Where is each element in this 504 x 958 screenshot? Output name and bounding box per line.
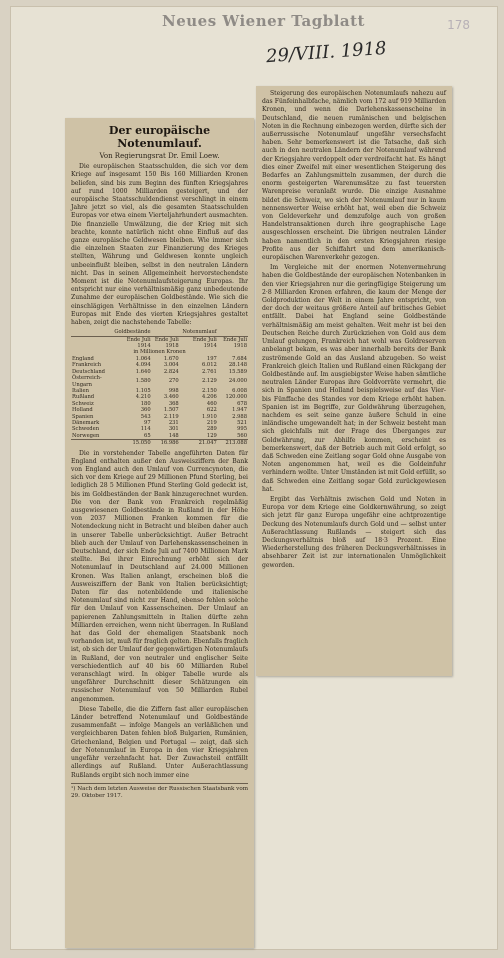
country-cell: Deutschland: [72, 368, 105, 375]
clipping-left-column: [65, 118, 254, 948]
value-cell: 460: [206, 400, 217, 407]
value-cell: 1.640: [135, 368, 151, 375]
handwritten-date: 29/VIII. 1918: [265, 37, 388, 68]
value-cell: 231: [168, 419, 179, 426]
country-cell: Österreich-Ungarn: [72, 375, 102, 388]
value-cell: 622: [206, 407, 217, 414]
country-cell: Rußland: [72, 394, 95, 401]
value-cell: 301: [168, 426, 179, 433]
value-cell: 1.670: [163, 355, 179, 362]
value-cell: 24.000: [228, 378, 247, 385]
value-cell: 998: [168, 387, 179, 394]
value-cell: 1.947: [232, 407, 247, 414]
table-row: [71, 433, 248, 440]
value-cell: 1.064: [135, 355, 151, 362]
value-cell: 560: [237, 432, 247, 439]
value-cell: 1.507: [163, 407, 179, 414]
value-cell: 148: [168, 432, 179, 439]
article-byline: Von Regierungsrat Dr. Emil Loew.: [99, 152, 220, 160]
value-cell: 1.105: [135, 387, 151, 394]
value-cell: 4.094: [135, 362, 151, 369]
country-cell: England: [72, 355, 94, 362]
country-cell: Spanien: [72, 413, 94, 420]
country-cell: Schweiz: [72, 400, 94, 407]
value-cell: 1.910: [201, 413, 217, 420]
paragraph: Diese Tabelle, die die Ziffern fast aller europäischen Länder betreffend Notenumlauf und Goldbestände zusammenfaßt — infolge Mangels an verläßlichen und vergleichbaren Daten fehlen bloß Bulgarien, Rumänien, Griechenland, Belgien und Portugal — zeigt, daß sich der Notenumlauf in Europa in den vier Kriegsjahren ungefähr verzehnfacht hat. Der Zuwachsteil entfällt allerdings auf Rußland. Unter Außerachtlassung Rußlands ergibt sich noch immer eine: [71, 705, 248, 779]
value-cell: 97: [144, 419, 151, 426]
value-cell: 1.580: [135, 378, 151, 385]
value-cell: 219: [206, 419, 217, 426]
value-cell: 289: [206, 426, 217, 433]
paragraph: Ergibt das Verhältnis zwischen Gold und Noten in Europa vor dem Kriege eine Goldkernwährung, so zeigt sich jetzt für ganz Europa ungefähr eine achtprozentige Deckung des Notenumlaufs durch Gold und — selbst unter Außerachtlassung Rußlands — steigert sich das Deckungsverhältnis bloß auf 18·3 Prozent. Eine Wiederherstellung des früheren Deckungsverhältnisses in absehbarer Zeit ist zur internationalen Unmöglichkeit geworden.: [262, 495, 446, 569]
value-cell: 2.988: [232, 413, 247, 420]
page-number: 178: [447, 18, 470, 32]
value-cell: 65: [144, 432, 151, 439]
value-cell: 678: [237, 400, 247, 407]
paragraph: Die in vorstehender Tabelle angeführten Daten für England enthalten außer den Ausweisziffern der Bank von England auch den Umlauf von Currencynoten, die sich vor dem Kriege auf 29 Millionen Pfund Sterling, bei lediglich 28 5 Millionen Pfund Sterling Gold gedeckt ist, bis im Goldbeständen der Bank hinzugerechnet wurden. Die von der Bank von Frankreich regelmäßig ausgewiesenen Goldbestände in Rußland in der Höhe von 2037 Millionen Franken kommen für die Notendeckung nicht in Betracht und bleiben daher auch in unserer Tabelle unberücksichtigt. Außer Betracht blieb auch der Umlauf von Darlehenskassenscheinen in Deutschland, der sich Ende Juli auf 7400 Millionen Mark stellte. Bei ihrer Einrechnung erhöht sich der Notenumlauf in Deutschland auf 24.000 Millionen Kronen. Was Italien anlangt, erscheinen bloß die Ausweisziffern der Bank von Italien berücksichtigt; Daten für das notenbildende und italienische Notenumlauf sind nicht zur Hand, ebenso fehlen solche für den Umlauf von Kassenscheinen. Der Umlauf an papierenen Zahlungsmitteln in Italien dürfte zehn Milliarden erreichen, wenn nicht überragen. In Rußland hat das Gold der ehemaligen Staatsbank noch vorhanden ist, muß für fraglich gelten. Ebenfalls fraglich ist, ob sich der Umlauf der gegenwärtigen Notenumlaufs in Rußland, der von neutraler und englischer Seite verschiedentlich auf 40 bis 60 Milliarden Rubel veranschlagt wird. In obiger Tabelle wurde als ungefährer Durchschnitt dieser Schätzungen ein russischer Notenumlauf von 50 Milliarden Rubel angenommen.: [71, 449, 248, 703]
value-cell: 4.210: [135, 394, 151, 401]
table-year-row: Ende Juli 1914 Ende Juli 1918 Ende Juli 1914 Ende Juli 1918: [126, 336, 247, 350]
value-cell: 521: [237, 419, 247, 426]
table-body: [71, 356, 248, 440]
value-cell: 15.589: [228, 368, 247, 375]
gold-notes-table: [71, 329, 248, 446]
article-title: Der europäische Notenumlauf.: [108, 124, 211, 150]
value-cell: 2.119: [163, 413, 179, 420]
country-cell: Dänemark: [72, 419, 100, 426]
country-cell: Norwegen: [72, 432, 100, 439]
footnote: ¹) Nach dem letzten Ausweise der Russischen Staatsbank vom 29. Oktober 1917.: [71, 783, 248, 800]
value-cell: 28.148: [228, 362, 247, 369]
value-cell: 120.000: [225, 394, 247, 401]
country-cell: Schweden: [72, 426, 100, 433]
value-cell: 995: [237, 426, 247, 433]
archive-sheet: [10, 6, 498, 950]
country-cell: Frankreich: [72, 362, 102, 369]
value-cell: 114: [140, 426, 151, 433]
paragraph: Im Vergleiche mit der enormen Notenvermehrung haben die Goldbestände der europäischen Notenbanken in den vier Kriegsjahren nur die geringfügige Steigerung um 2·8 Milliarden Kronen erfahren, die kaum der Menge der Goldproduktion der Welt in einem Jahre entspricht, von der doch der weitaus größere Anteil auf britisches Gebiet entfällt. Dabei hat England seine Goldbestände verhältnismäßig am meist gehalten. Weit mehr ist bei den Deutschen Reiche durch Zurückziehen von Gold aus dem Umlauf gelungen, Frankreich hat wohl was Goldreserven anbelangt bekam, es was aber innerhalb bereits der Bank zuströmende Gold an das Ausland abzugeben. So weist Frankreich gleich Italien und Rußland einen Rückgang der Goldbestände auf. Im ausgiebigster Weise haben sämtliche neutralen Länder Europas ihre Goldvorräte vermehrt, die sich in Spanien und Holland beispielsweise auf das Vier- bis Fünffache des Standes vor dem Kriege erhöht haben. Spanien ist im Begriffe, zur Goldwährung überzugehen, nachdem es seit seine ganze äußere Schuld in eine inländische umgewandelt hat; in der Schweiz besteht man sich gleichfalls mit der Frage des Überganges zur Goldwährung, zur Abhilfe kommen, erscheint es bemerkenswert, daß der Betrieb auch mit Gold erfolgt, so daß Schweden eine Zeitlang sogar Gold ohne Ausgabe von Noten angenommen hat, weil es die Goldeinfuhr verhindern wollte. Unter Umständen ist mit Gold erfüllt, so daß Schweden eine Zeitlang sogar Gold zurückgewiesen hat.: [262, 264, 446, 493]
value-cell: 2.824: [163, 368, 179, 375]
value-cell: 2.129: [201, 378, 217, 385]
value-cell: 4.206: [201, 394, 217, 401]
clipping-right-column: [256, 86, 452, 676]
value-cell: 2.150: [201, 387, 217, 394]
country-cell: Italien: [72, 387, 89, 394]
value-cell: 7.684: [232, 355, 247, 362]
value-cell: 129: [206, 432, 217, 439]
value-cell: 6.012: [201, 362, 217, 369]
value-cell: 197: [206, 355, 217, 362]
table-unit-row: in Millionen Kronen: [133, 349, 186, 356]
value-cell: 6.008: [232, 387, 247, 394]
paragraph: Die europäischen Staatsschulden, die sich vor dem Kriege auf insgesamt 150 Bis 160 Milliarden Kronen beliefen, sind bis zum Beginn des fünften Kriegsjahres auf rund 1000 Milliarden gesteigert, und der europäische Staatsschuldendienst verschlingt in einem Jahre jetzt so viel, als die gesamten Staatsschulden Europas vor etwa einem Vierteljahrhundert ausmachten. Die finanzielle Umwälzung, die der Krieg mit sich brachte, konnte natürlich nicht ohne Einfluß auf das ganze europäische Geldwesen bleiben. Wie immer sich die einzelnen Staaten zur Finanzierung des Krieges stellten, Währung und Geldwesen konnte ungleich unbeeinflußt bleiben, selbst in den neutralen Ländern nicht. Das in seinen Allgemeinheit hervorstechendste Moment ist die Notenumlaufsteigerung Europas. Ihr entspricht nur eine verhältnismäßig ganz unbedeutende Zunahme der europäischen Goldbestände. Wie sich die einschlägigen Verhältnisse in den einzelnen Ländern Europas mit Ende des vierten Kriegsjahres gestaltet haben, zeigt die nachstehende Tabelle:: [71, 163, 248, 327]
table-header-row: Goldbestände Notenumlauf: [71, 329, 248, 336]
value-cell: 180: [140, 400, 151, 407]
newspaper-masthead: Neues Wiener Tagblatt: [162, 12, 365, 30]
table-row: [71, 375, 248, 388]
country-cell: Holland: [72, 407, 93, 414]
value-cell: 3.460: [163, 394, 179, 401]
value-cell: 368: [168, 400, 179, 407]
value-cell: 543: [140, 413, 151, 420]
value-cell: 360: [140, 407, 151, 414]
value-cell: 2.761: [201, 368, 217, 375]
value-cell: 3.004: [163, 362, 179, 369]
paragraph: Steigerung des europäischen Notenumlaufs nahezu auf das Fünfeinhalbfache, nämlich vom 172 auf 919 Milliarden Kronen, und wenn die Darlehenskassenscheine in Deutschland, die neuen rumänischen und belgischen Noten in die Rechnung einbezogen werden, dürfte sich der außerrussische Notenumlauf ungefähr versechsfacht haben. Sehr bemerkenswert ist die Tatsache, daß sich auch in den neutralen Ländern der Notenumlauf während der Kriegsjahre verdoppelt oder verdreifacht hat. Es hängt dies einer Zweifel mit einer wesentlichen Steigerung des Bedarfes an Zahlungsmitteln zusammen, der durch die enorm gesteigerten Warenumsätze zu fast teuersten Warenpreise veranlaßt wurde. Die einzige Ausnahme bildet die Schweiz, wo sich der Notenumlauf nur in kaum nennenswerter Weise erhöht hat, weil eben die Schweiz von Geldeverkehr und demzufolge auch von großen Handelstransaktionen durch ihre geographische Lage ausgeschlossen erscheint. Die übrigen neutralen Länder haben namentlich in den ersten Kriegsjahren riesige Profite aus der Schiffahrt und dem amerikanisch-europäischen Warenverkehr gezogen.: [262, 90, 446, 262]
table-total-row: 15.050 16.986 21.047 213.088: [71, 440, 248, 447]
value-cell: 270: [168, 378, 179, 385]
